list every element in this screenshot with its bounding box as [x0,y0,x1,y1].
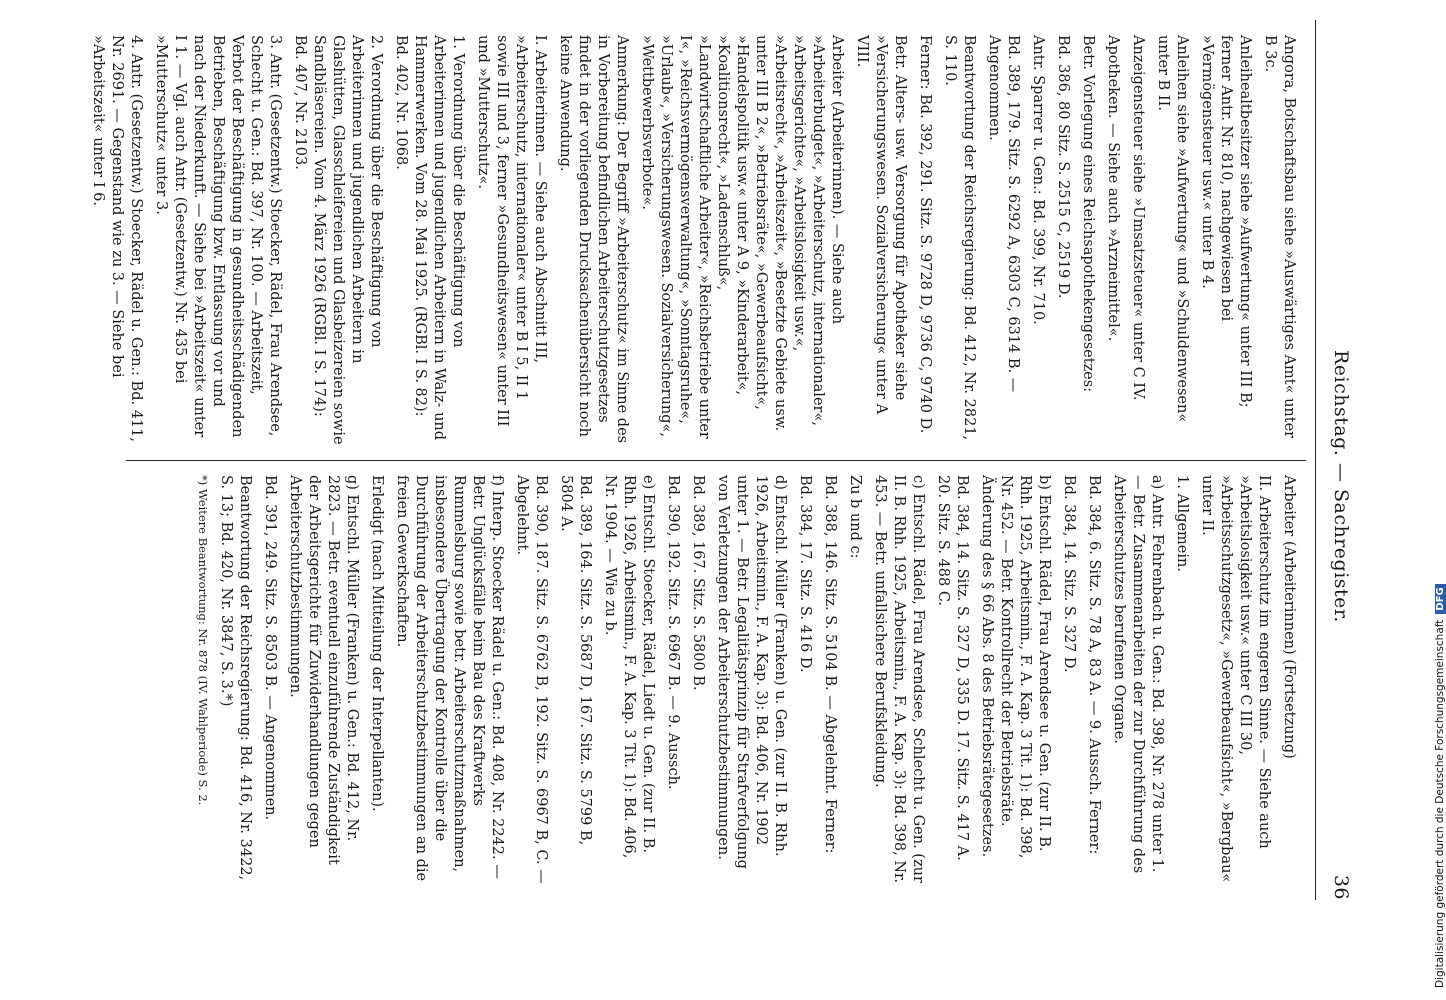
index-entry: Arbeiter (Arbeiterinnen). — Siehe auch »Arbeiterbudget«, »Arbeiterschutz, internationaler«, »Arbeitsgerichte«, »Arbeitslosigkeit usw.«, »Arbeitsrecht«, »Arbeitszeit«, »Besetzte Gebiete usw. unter III B 2«, »Betriebsräte«, »Gewerbeaufsicht«, »Handelspolitik usw.« unter A 9, »Kinderarbeit«, »Koalitionsrecht«, »Ladenschluß«, »Landwirtschaftliche Arbeiter«, »Reichsbetriebe unter I«, »Reichsvermögensverwaltung«, »Sonntagsruhe«, »Urlaub«, »Versicherungswesen. Sozialversicherung«, »Wettbewerbsverbote«. [639,35,845,439]
dfg-logo: DFG [1435,584,1446,613]
index-entry: Bd. 386, 80 Sitz. S. 2515 C, 2519 D. [1055,35,1071,299]
index-entry: Bd. 389, 167. Sitz. S. 5800 B. [690,475,706,691]
column-divider [126,460,1306,461]
index-entry: Anleihen siehe »Aufwertung« und »Schuldenwesen« unter B II. [1155,35,1190,423]
index-entry: b) Entschl. Rädel, Frau Arendsee u. Gen. (zur II. B. Rhh. 1925, Arbeitsmin., F. A. Kap. 3 Tit. 1): Bd. 398, Nr. 452. — Betr. Kontrollrecht der Betriebsräte. Änderung des § 66 Abs. 8 des Betriebsrätegesetzes. [979,475,1052,859]
index-entry: Angora, Botschaftsbau siehe »Auswärtiges Amt« unter B 3c. [1262,35,1297,439]
index-entry: Ferner: Bd. 392, 291. Sitz. S. 9728 D, 9736 C, 9740 D. [917,35,933,434]
dfg-side-note [1420,8,1446,998]
page-number: 36 [1330,874,1352,900]
index-entry: 4. Antr. (Gesetzentw.) Stoecker, Rädel u. Gen.: Bd. 411, Nr. 2691. — Gegenstand wie zu 3. — Siehe bei »Arbeitszeit« unter I 6. [90,35,144,442]
index-entry: Bd. 390, 192. Sitz. S. 6967 B. — 9. Aussch. [665,475,681,790]
index-entry: Apotheken. — Siehe auch »Arzneimittel«. [1105,35,1121,342]
index-entry: I. Arbeiterinnen. — Siehe auch Abschnitt III, »Arbeiterschutz, internationaler« unter B I 5, II 1 sowie III und 3, ferner »Gesundheitswesen« unter III und »Mutterschutz«. [475,35,548,427]
index-entry: 1. Allgemein. [1174,475,1190,572]
index-entry: Bd. 384, 6. Sitz. S. 78 A, 83 A. — 9. Aussch. Ferner: [1086,475,1102,855]
index-entry: 2. Verordnung über die Beschäftigung von Arbeiterinnen und jugendlichen Arbeitern in Glashütten, Glasschleifereien und Glasbeizereien sowie Sandbläsereien. Vom 4. März 1926 (RGBl. I S. 174): Bd. 407, Nr. 2103. [292,35,384,445]
footnote: *) Weitere Beantwortung: Nr. 878 (IV. Wahlperiode) S. 2. [196,475,210,806]
index-entry: d) Entschl. Müller (Franken) u. Gen. (zur II. B. Rhh. 1926, Arbeitsmin., F. A. Kap. 3): Bd. 406, Nr. 1902 unter 1. — Betr. Legalitätsprinzip für Strafverfolgung von Verletzungen der Arbeiterschutzbestimmungen. [715,475,788,869]
header-rule [1315,20,1316,900]
index-entry: Bd. 384, 17. Sitz. S. 416 D. [797,475,813,673]
index-entry: Anzeigensteuer siehe »Umsatzsteuer« unter C IV. [1130,35,1146,401]
index-entry: c) Entschl. Rädel, Frau Arendsee, Schlecht u. Gen. (zur II. B. Rhh. 1925, Arbeitsmin., F. A. Kap. 3): Bd. 398, Nr. 453. — Betr. unfallsichere Berufskleidung. [872,475,926,883]
right-page-column [189,475,1298,885]
index-entry: Bd. 389, 179. Sitz. S. 6292 A, 6303 C, 6314 B. — Angenommen. [986,35,1021,393]
index-entry: Antr. Sparrer u. Gen.: Bd. 399, Nr. 710. [1030,35,1046,325]
index-entry: 3. Antr. (Gesetzentw.) Stoecker, Rädel, Frau Arendsee, Schecht u. Gen.: Bd. 397, Nr. 100. — Arbeitszeit, Verbot der Beschäftigung in gesundheitsschädigenden Betrieben, Beschäftigung bzw. Entlassung vor und nach der Niederkunft. — Siehe bei »Arbeitszeit« unter I 1. — Vgl. auch Antr. (Gesetzentw.) Nr. 435 bei »Mutterschutz« unter 3. [153,35,283,438]
index-entry: Betr. Alters- usw. Versorgung für Apotheker siehe »Versicherungswesen. Sozialversicherung« unter A VIII. [854,35,908,415]
index-entry: II. Arbeiterschutz im engeren Sinne. — Siehe auch »Arbeitslosigkeit usw.« unter C III 30, »Arbeitsschutzgesetz«, »Gewerbeaufsicht«, »Bergbau« unter II. [1199,475,1272,883]
index-entry: Betr. Vorlegung eines Reichsapothekengesetzes: [1080,35,1096,393]
index-entry: Bd. 384, 14. Sitz. S. 327 D, 335 D. 17. Sitz. S. 417 A. 20. Sitz. S. 488 C. [935,475,970,861]
index-entry: Beantwortung der Reichsregierung: Bd. 412, Nr. 2821, S. 110. [942,35,977,441]
index-entry: Bd. 388, 146. Sitz. S. 5104 B. — Abgelehnt. Ferner: [822,475,838,854]
left-page-column [82,35,1298,445]
index-entry: Bd. 384, 14. Sitz. S. 327 D. [1061,475,1077,673]
index-entry: e) Entschl. Stoecker, Rädel, Liedt u. Gen. (zur II. B. Rhh. 1926, Arbeitsmin., F. A. Kap. 3 Tit. 1): Bd. 406, Nr. 1904. — Wie zu b. [602,475,656,859]
index-entry: Bd. 391, 249. Sitz. S. 8503 B. — Angenommen. [262,475,278,821]
index-entry: Erledigt (nach Mitteilung der Interpellanten). [369,475,385,812]
index-entry: a) Antr. Fehrenbach u. Gen.: Bd. 398, Nr. 278 unter 1. — Betr. Zusammenarbeiten der zur Durchführung des Arbeiterschutzes berufenen Organe. [1111,475,1165,874]
rotated-page [90,20,1358,900]
index-entry: Zu b und c: [847,475,863,559]
index-entry: Anleihealtbesitzer siehe »Aufwertung« unter III B; ferner Antr. Nr. 810, nachgewiesen bei »Vermögensteuer usw.« unter B 4. [1199,35,1253,408]
page-title: Reichstag. — Sachregister. [1330,350,1352,623]
index-entry: g) Entschl. Müller (Franken) u. Gen.: Bd. 412, Nr. 2823. — Betr. eventuell einzuführende Zuständigkeit der Arbeitsgerichte für Zuwiderhandlungen gegen Arbeiterschutzbestimmungen. [287,475,360,865]
index-entry: f) Interp. Stoecker Rädel u. Gen.: Bd. 408, Nr. 2242. — Betr. Unglücksfälle beim Bau des Kraftwerks Rummelsburg sowie betr. Arbeiterschutzmaßnahmen, insbesondere Übertragung der Kontrolle über die Durchführung der Arbeiterschutzbestimmungen an die freien Gewerkschaften. [394,475,505,882]
index-entry: Bd. 390, 187. Sitz. S. 6762 B, 192. Sitz. S. 6967 B, C. — Abgelehnt. [514,475,549,884]
index-entry: Beantwortung der Reichsregierung: Bd. 416, Nr. 3422, S. 13; Bd. 420, Nr. 3847, S. 3.*) [218,475,253,881]
index-entry: Arbeiter (Arbeiterinnen) (Fortsetzung) [1281,475,1297,759]
index-entry: Bd. 389, 164. Sitz. S. 5687 D, 167. Sitz. S. 5799 B, 5804 A. [558,475,593,846]
page-header [1318,20,1358,900]
dfg-note-text: Digitalisierung gefördert durch die Deutsche Forschungsgemeinschaft [1434,619,1446,988]
index-entry: Anmerkung: Der Begriff »Arbeiterschutz« im Sinne des in Vorbereitung befindlichen Arbeiterschutzgesetzes findet in der vorliegenden Drucksachenübersicht noch keine Anwendung. [557,35,630,444]
index-entry: 1. Verordnung über die Beschäftigung von Arbeiterinnen und jugendlichen Arbeitern in Walz- und Hammerwerken. Vom 28. Mai 1925. (RGBl. I S. 82): Bd. 402, Nr. 1068. [393,35,466,441]
